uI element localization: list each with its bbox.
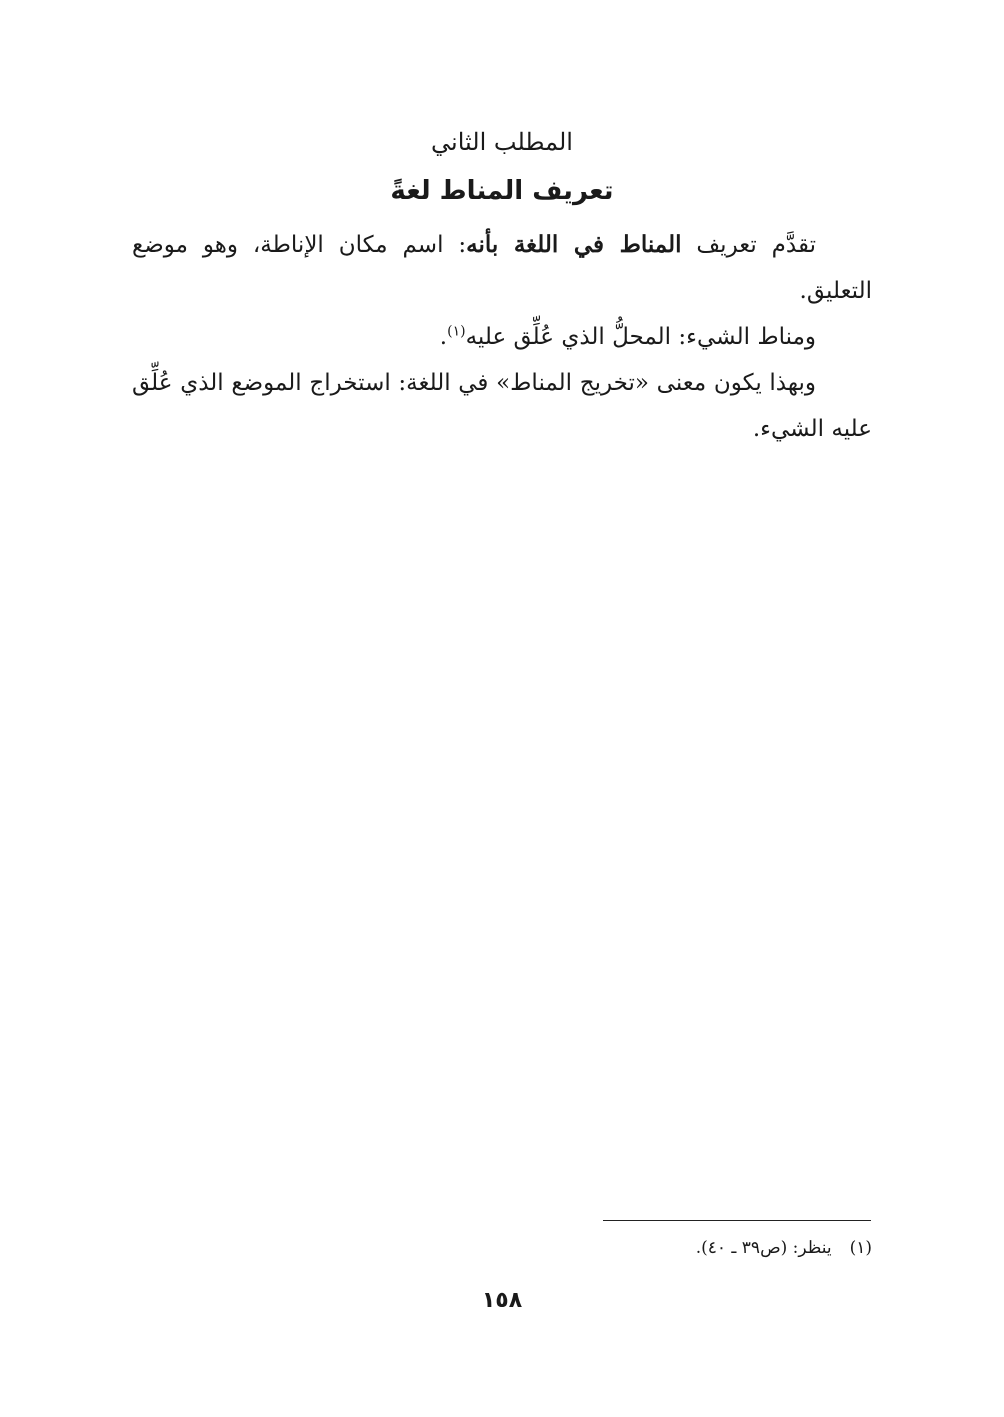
paragraph-2	[132, 314, 872, 360]
body-text	[132, 222, 872, 452]
footnote-reference[interactable]: (١)	[447, 323, 466, 340]
paragraph-3	[132, 360, 872, 452]
page-number: ١٥٨	[481, 1288, 523, 1313]
paragraph-1-rest: : اسم مكان الإناطة، وهو موضع التعليق.	[132, 232, 872, 304]
footnote-number: (١)	[849, 1238, 872, 1258]
footnote-separator	[603, 1220, 871, 1221]
paragraph-2-text: ومناط الشيء: المحلُّ الذي عُلِّق عليه	[465, 324, 816, 350]
paragraph-3-text: وبهذا يكون معنى «تخريج المناط» في اللغة: استخراج الموضع الذي عُلِّق عليه الشيء.	[132, 370, 872, 442]
footnote	[696, 1233, 872, 1263]
section-title: المطلب الثاني	[431, 128, 573, 156]
paragraph-1-intro: تقدَّم تعريف	[681, 232, 817, 258]
paragraph-2-end: .	[439, 324, 448, 350]
page-heading: تعريف المناط لغةً	[390, 176, 614, 206]
footnote-text: ينظر: (ص٣٩ ـ ٤٠).	[695, 1238, 832, 1258]
paragraph-1	[132, 222, 872, 314]
paragraph-1-bold-term: المناط في اللغة بأنه	[466, 231, 682, 258]
